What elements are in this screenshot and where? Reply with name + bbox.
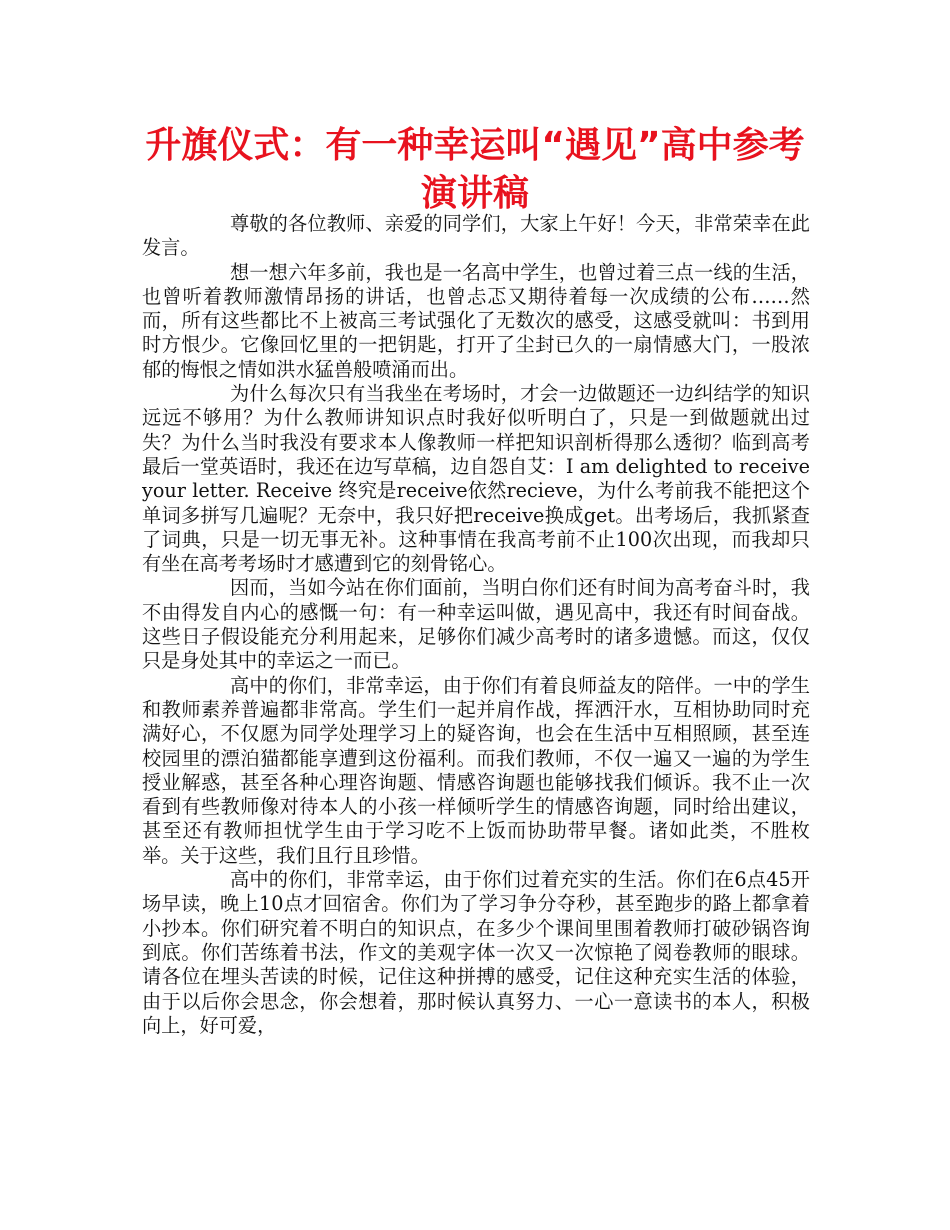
paragraph-teachers: 高中的你们，非常幸运，由于你们有着良师益友的陪伴。一中的学生和教师素养普遍都非常高。学生们一起并肩作战，挥洒汗水，互相协助同时充满好心，不仅愿为同学处理学习上的疑咨询，也会在生活中互相照顾，甚至连校园里的漂泊猫都能享遭到这份福利。而我们教师，不仅一遍又一遍的为学生授业解惑，甚至各种心理咨询题、情感咨询题也能够找我们倾诉。我不止一次看到有些教师像对待本人的小孩一样倾听学生的情感咨询题，同时给出建议，甚至还有教师担忧学生由于学习吃不上饭而协助带早餐。诸如此类，不胜枚举。关于这些，我们且行且珍惜。 [142,673,810,867]
paragraph-luck: 因而，当如今站在你们面前，当明白你们还有时间为高考奋斗时，我不由得发自内心的感慨一句：有一种幸运叫做，遇见高中，我还有时间奋战。这些日子假设能充分利用起来，足够你们减少高考时的诸多遗憾。而这，仅仅只是身处其中的幸运之一而已。 [142,576,810,673]
document-title: 升旗仪式：有一种幸运叫“遇见”高中参考演讲稿 [145,125,805,214]
paragraph-questions: 为什么每次只有当我坐在考场时，才会一边做题还一边纠结学的知识远远不够用？为什么教师讲知识点时我好似听明白了，只是一到做题就出过失？为什么当时我没有要求本人像教师一样把知识剖析得那么透彻？临到高考最后一堂英语时，我还在边写草稿，边自怨自艾：I am delighted to receive your letter. Receive 终究是receive依然recieve，为什么考前我不能把这个单词多拼写几遍呢？无奈中，我只好把receive换成get。出考场后，我抓紧查了词典，只是一切无事无补。这种事情在我高考前不止100次出现，而我却只有坐在高考考场时才感遭到它的刻骨铭心。 [142,382,810,576]
paragraph-memory: 想一想六年多前，我也是一名高中学生，也曾过着三点一线的生活，也曾听着教师激情昂扬的讲话，也曾忐忑又期待着每一次成绩的公布……然而，所有这些都比不上被高三考试强化了无数次的感受，这感受就叫：书到用时方恨少。它像回忆里的一把钥匙，打开了尘封已久的一扇情感大门，一股浓郁的悔恨之情如洪水猛兽般喷涌而出。 [142,260,810,381]
paragraph-life: 高中的你们，非常幸运，由于你们过着充实的生活。你们在6点45开场早读，晚上10点才回宿舍。你们为了学习争分夺秒，甚至跑步的路上都拿着小抄本。你们研究着不明白的知识点，在多少个课间里围着教师打破砂锅咨询到底。你们苦练着书法，作文的美观字体一次又一次惊艳了阅卷教师的眼球。请各位在埋头苦读的时候，记住这种拼搏的感受，记住这种充实生活的体验，由于以后你会思念，你会想着，那时候认真努力、一心一意读书的本人，积极向上，好可爱， [142,868,810,1037]
document-body [142,212,810,1038]
paragraph-greeting: 尊敬的各位教师、亲爱的同学们，大家上午好！今天，非常荣幸在此发言。 [142,212,810,260]
